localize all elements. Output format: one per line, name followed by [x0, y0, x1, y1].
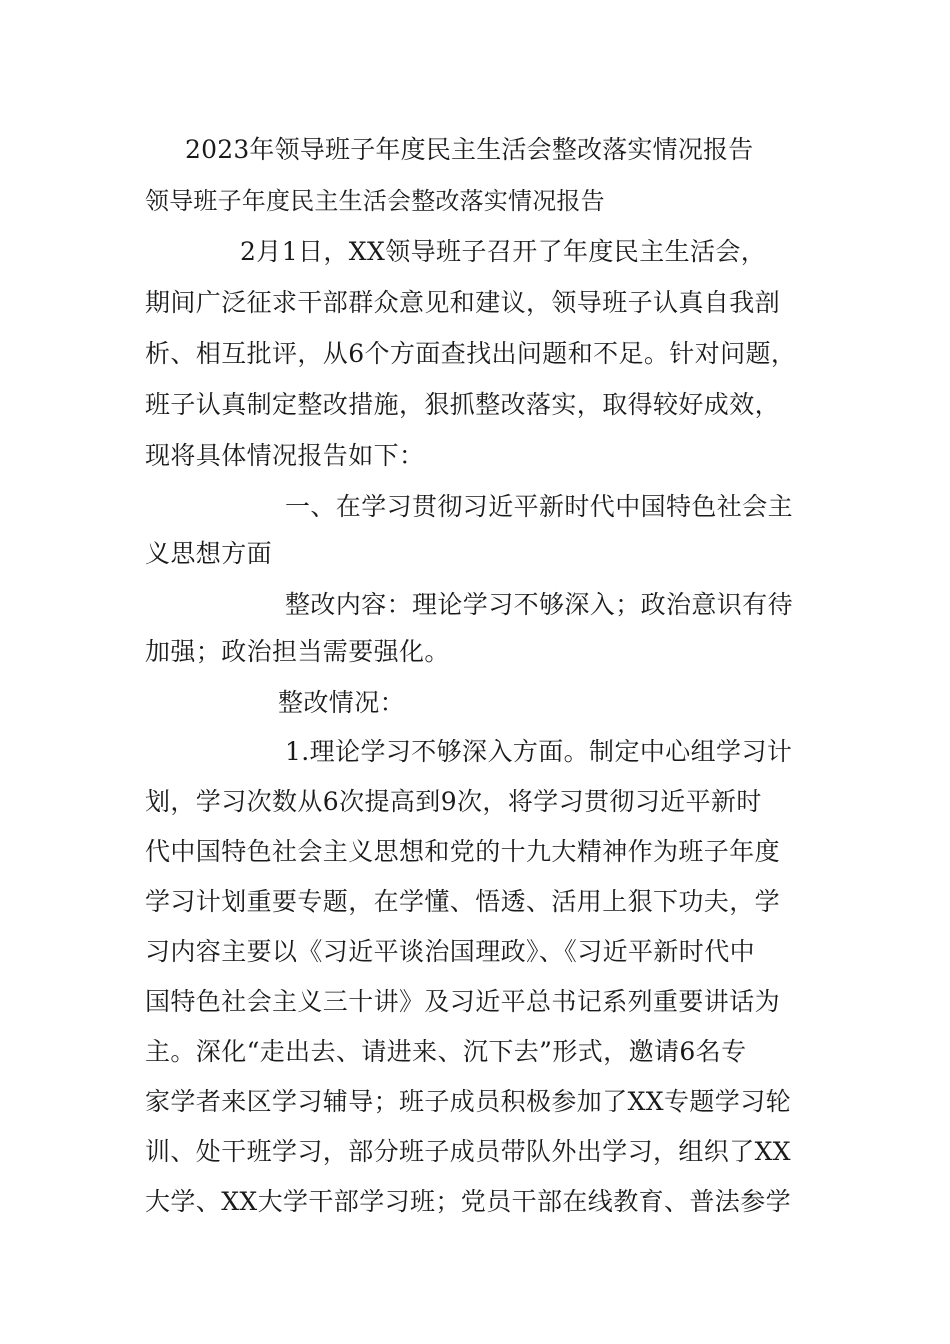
- paragraph-line: 1.理论学习不够深入方面。制定中心组学习计: [285, 737, 793, 766]
- document-subtitle: 领导班子年度民主生活会整改落实情况报告: [145, 187, 605, 215]
- paragraph-line: 国特色社会主义三十讲》及习近平总书记系列重要讲话为: [145, 987, 781, 1016]
- paragraph-line: 期间广泛征求干部群众意见和建议，领导班子认真自我剖: [145, 288, 781, 317]
- section-heading-continued: 义思想方面: [145, 539, 273, 568]
- paragraph-line: 划，学习次数从6次提高到9次，将学习贯彻习近平新时: [145, 787, 762, 816]
- paragraph-line: 习内容主要以《习近平谈治国理政》、《习近平新时代中: [145, 937, 756, 966]
- document-title: 2023年领导班子年度民主生活会整改落实情况报告: [185, 135, 754, 164]
- paragraph-line: 班子认真制定整改措施，狠抓整改落实，取得较好成效，: [145, 390, 781, 419]
- paragraph-line: 析、相互批评，从6个方面查找出问题和不足。针对问题，: [145, 339, 797, 368]
- paragraph-line: 现将具体情况报告如下：: [145, 441, 425, 470]
- paragraph-line: 家学者来区学习辅导；班子成员积极参加了XX专题学习轮: [145, 1087, 791, 1116]
- paragraph-line: 训、处干班学习，部分班子成员带队外出学习，组织了XX: [145, 1137, 791, 1166]
- paragraph-line: 2月1日，XX领导班子召开了年度民主生活会，: [240, 237, 767, 266]
- paragraph-line: 大学、XX大学干部学习班；党员干部在线教育、普法参学: [145, 1187, 791, 1216]
- paragraph-line: 学习计划重要专题，在学懂、悟透、活用上狠下功夫，学: [145, 887, 781, 916]
- paragraph-line: 代中国特色社会主义思想和党的十九大精神作为班子年度: [145, 837, 781, 866]
- paragraph-line: 加强；政治担当需要强化。: [145, 637, 450, 666]
- subheading: 整改情况：: [278, 688, 406, 717]
- paragraph-line: 整改内容：理论学习不够深入；政治意识有待: [285, 590, 794, 619]
- section-heading: 一、在学习贯彻习近平新时代中国特色社会主: [285, 492, 794, 521]
- paragraph-line: 主。深化“走出去、请进来、沉下去”形式，邀请6名专: [145, 1037, 747, 1066]
